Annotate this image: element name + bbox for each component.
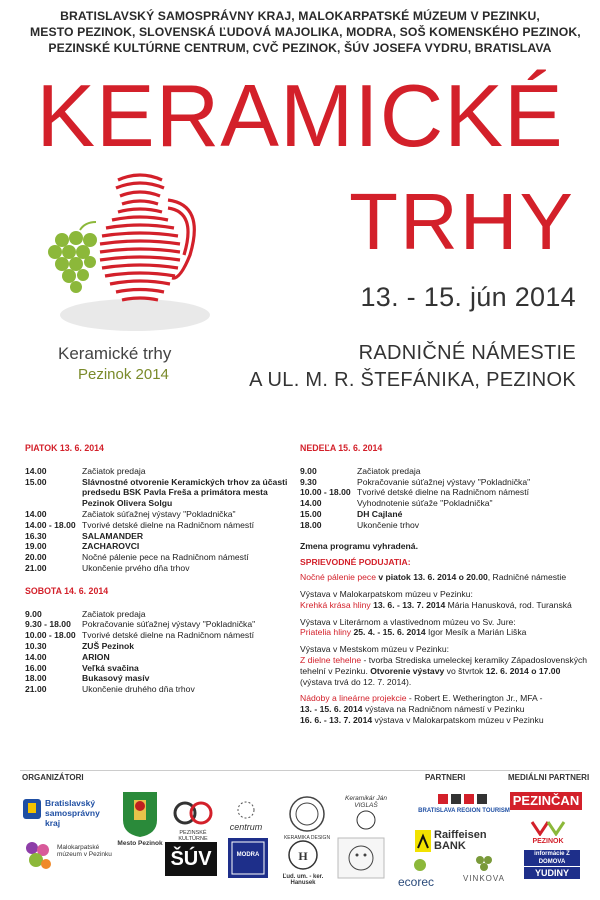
keramikar-name: Keramikár Ján VIGLAŠ: [345, 795, 387, 809]
schedule-event: Pokračovanie súťažnej výstavy "Pokladnička": [357, 476, 531, 487]
pkc-name: PEZINSKÉ KULTÚRNE: [178, 830, 208, 842]
exhibition-4-place-2: výstava v Malokarpatskom múzeu v Pezinku: [372, 714, 544, 725]
schedule-event: Tvorivé detské dielne na Radničnom námestí: [82, 630, 254, 641]
exhibition-3-title: Z dielne tehelne: [300, 654, 362, 665]
schedule-time: 19.00: [25, 541, 47, 552]
saturday-schedule: [25, 609, 290, 695]
schedule-time: 14.00: [25, 508, 47, 519]
schedule-event: Ukončenie druhého dňa trhov: [82, 684, 195, 695]
pezinok-crest-icon: [120, 790, 160, 838]
logo-subtitle: Pezinok 2014: [78, 366, 169, 383]
organizers-line: MESTO PEZINOK, SLOVENSKÁ ĽUDOVÁ MAJOLIKA, MODRA, SOŠ KOMENSKÉHO PEZINOK,: [30, 25, 581, 40]
jug-icon: [30, 160, 240, 340]
bratislava-region-logo: [418, 792, 510, 814]
raiffeisen-logo: [415, 830, 505, 852]
schedule-event: Tvorivé detské dielne na Radničnom námestí: [357, 487, 529, 498]
schedule-event: Ukončenie trhov: [357, 519, 420, 530]
schedule-row: [25, 609, 290, 620]
pezinok-tv-logo: [520, 818, 576, 845]
event-date: 13. - 15. jún 2014: [360, 282, 576, 312]
pezinok-tv-name: PEZINOK: [532, 838, 564, 845]
schedule-time: 14.00: [25, 465, 47, 476]
yudiny-logo: YUDINY: [524, 867, 580, 879]
exhibition-3-intro: Výstava v Mestskom múzeu v Pezinku:: [300, 644, 450, 655]
informacie-logo: informácie Z DOMOVA: [524, 850, 580, 866]
schedule-row: [25, 684, 290, 695]
title-keramicke: KERAMICKÉ: [36, 66, 564, 165]
schedule-row: [300, 520, 590, 531]
schedule-row: [25, 663, 290, 674]
schedule-time: 18.00: [25, 673, 47, 684]
exhibition-4-place-1: výstava na Radničnom námestí v Pezinku: [362, 704, 525, 715]
schedule-time: 21.00: [25, 684, 47, 695]
exhibition-2-title: Priatelia hliny: [300, 627, 352, 638]
schedule-event: Ukončenie prvého dňa trhov: [82, 562, 190, 573]
night-fire-place: , Radničné námestie: [487, 572, 567, 583]
exhibition-4-dates-2: 16. 6. - 13. 7. 2014: [300, 714, 373, 725]
ecorec-name: ecorec: [398, 875, 435, 889]
schedule-time: 18.00: [300, 519, 322, 530]
exhibition-4-dates-1: 13. - 15. 6. 2014: [300, 704, 363, 715]
schedule-event: Začiatok súťažnej výstavy "Pokladnička": [82, 508, 236, 519]
keramika-seal-icon: [288, 795, 326, 833]
drawing-logo: [336, 836, 386, 880]
schedule-time: 10.00 - 18.00: [300, 487, 351, 498]
footer-divider: [20, 770, 580, 771]
schedule-event: Začiatok predaja: [82, 465, 146, 476]
jug-logo: [30, 160, 240, 390]
day-heading-friday: PIATOK 13. 6. 2014: [25, 443, 104, 453]
ecorec-logo: [398, 858, 458, 889]
organizers-line: PEZINSKÉ KULTÚRNE CENTRUM, CVČ PEZINOK, ŠÚV JOSEFA VYDRU, BRATISLAVA: [48, 41, 552, 56]
modra-seal-icon: [226, 836, 270, 880]
hanusek-name: Ľud. um. - ker. Hanusek: [282, 874, 324, 886]
keramikar-logo: [336, 795, 396, 833]
schedule-row: [25, 466, 290, 477]
pkc-logo: [170, 798, 216, 848]
schedule-event: Pokračovanie súťažnej výstavy "Pokladnička": [82, 619, 256, 630]
ecorec-icon: [410, 858, 430, 872]
schedule-time: 9.30: [300, 476, 317, 487]
schedule-time: 14.00: [300, 498, 322, 509]
media-partners-label: MEDIÁLNI PARTNERI: [508, 773, 590, 782]
schedule-row: [25, 673, 290, 684]
program-change-note: Zmena programu vyhradená.: [300, 540, 418, 551]
organizers-line: BRATISLAVSKÝ SAMOSPRÁVNY KRAJ, MALOKARPATSKÉ MÚZEUM V PEZINKU,: [60, 9, 540, 23]
schedule-row: [25, 509, 290, 520]
exhibition-1-artist: Mária Hanusková, rod. Turanská: [445, 599, 572, 610]
schedule-event: Začiatok predaja: [82, 608, 146, 619]
vinkova-name: VINKOVA: [463, 874, 505, 883]
venue: [249, 340, 576, 394]
partners-label: PARTNERI: [425, 773, 466, 782]
suv-logo: ŠÚV: [165, 842, 217, 876]
schedule-time: 21.00: [25, 562, 47, 573]
schedule-row: [25, 619, 290, 630]
schedule-time: 15.00: [300, 508, 322, 519]
exhibition-2-dates: 25. 4. - 15. 6. 2014: [351, 627, 426, 638]
face-drawing-icon: [336, 836, 386, 880]
organizers-header: [30, 8, 581, 57]
bsk-name: Bratislavský samosprávny kraj: [45, 798, 100, 828]
keramika-name: KERAMIKA DESIGN: [283, 835, 331, 841]
exhibition-4-author: - Robert E. Wetherington Jr., MFA -: [406, 693, 543, 704]
supporting-events-title: SPRIEVODNÉ PODUJATIA:: [300, 557, 411, 568]
schedule-time: 9.00: [300, 465, 317, 476]
keramikar-monogram-icon: [353, 809, 379, 831]
title-trhy: TRHY: [349, 177, 575, 266]
schedule-row: [25, 641, 290, 652]
exhibition-2: [300, 617, 590, 639]
schedule-row: [300, 466, 590, 477]
schedule-time: 10.00 - 18.00: [25, 630, 76, 641]
hanusek-icon: [283, 838, 323, 872]
schedule-event: ZUŠ Pezinok: [82, 640, 135, 651]
raiffeisen-name: Raiffeisen BANK: [434, 829, 487, 852]
exhibition-1-dates: 13. 6. - 13. 7. 2014: [370, 599, 446, 610]
centrum-name: centrum: [229, 822, 263, 832]
schedule-time: 14.00: [25, 651, 47, 662]
schedule-time: 9.30 - 18.00: [25, 619, 71, 630]
venue-line: A UL. M. R. ŠTEFÁNIKA, PEZINOK: [249, 369, 576, 391]
schedule-row: [25, 477, 290, 509]
schedule-event: Začiatok predaja: [357, 465, 421, 476]
day-heading-sunday: NEDEĽA 15. 6. 2014: [300, 443, 383, 453]
exhibition-3-date: 12. 6. 2014 o 17.00: [485, 665, 561, 676]
schedule-event: ARION: [82, 651, 110, 662]
schedule-event: Tvorivé detské dielne na Radničnom námestí: [82, 519, 254, 530]
vinkova-grape-icon: [472, 854, 496, 872]
schedule-event: SALAMANDER: [82, 530, 144, 541]
friday-schedule: [25, 466, 290, 574]
schedule-row: [300, 487, 590, 498]
bratislava-region-name: BRATISLAVA REGION TOURISM: [418, 808, 510, 814]
schedule-event: Vyhodnotenie súťaže "Pokladnička": [357, 498, 493, 509]
exhibition-4-title: Nádoby a lineárne projekcie: [300, 693, 407, 704]
schedule-row: [300, 498, 590, 509]
exhibition-1: [300, 589, 590, 611]
schedule-time: 16.30: [25, 530, 47, 541]
centrum-logo: [222, 800, 270, 832]
vinkova-logo: [458, 854, 510, 883]
exhibition-2-artists: Igor Mesík a Marián Liška: [425, 627, 527, 638]
mmp-logo: [22, 838, 112, 874]
schedule-row: [25, 520, 290, 531]
schedule-time: 15.00: [25, 476, 47, 487]
bsk-logo: [22, 798, 112, 828]
pkc-icon: [173, 798, 213, 828]
day-heading-saturday: SOBOTA 14. 6. 2014: [25, 585, 109, 596]
schedule-row: [25, 630, 290, 641]
schedule-event: Bukasový masív: [82, 673, 150, 684]
schedule-event: Veľká svačina: [82, 662, 139, 673]
exhibition-2-intro: Výstava v Literárnom a vlastivednom múzeu vo Sv. Jure:: [300, 616, 516, 627]
organizers-label: ORGANIZÁTORI: [22, 773, 84, 782]
pezinok-tv-icon: [528, 818, 568, 836]
modra-name: MODRA: [236, 852, 260, 858]
schedule-row: [25, 563, 290, 574]
schedule-left: [25, 443, 290, 695]
keramika-design-logo: [282, 795, 332, 841]
exhibition-3-on: vo štvrtok: [444, 665, 486, 676]
centrum-icon: [231, 800, 261, 820]
schedule-row: [25, 652, 290, 663]
schedule-event: DH Cajlané: [357, 508, 403, 519]
exhibition-1-intro: Výstava v Malokarpatskom múzeu v Pezinku:: [300, 588, 473, 599]
schedule-time: 10.30: [25, 640, 47, 651]
pezincan-logo: PEZINČAN: [510, 792, 582, 810]
schedule-time: 9.00: [25, 608, 42, 619]
mmp-name: Malokarpatské múzeum v Pezinku: [57, 844, 112, 858]
raiffeisen-icon: [415, 830, 431, 852]
modra-logo: [226, 836, 270, 880]
hanusek-logo: [280, 838, 326, 886]
night-fire-date: v piatok 13. 6. 2014 o 20.00: [375, 572, 488, 583]
schedule-row: [25, 541, 290, 552]
bsk-crest-icon: [22, 798, 42, 820]
schedule-right: [300, 443, 590, 726]
night-fire-title: Nočné pálenie pece: [300, 572, 376, 583]
exhibition-1-title: Krehká krása hliny: [300, 599, 371, 610]
grapes-icon: [22, 838, 54, 874]
exhibition-3-opening: Otvorenie výstavy: [370, 665, 445, 676]
exhibition-3-desc: - tvorba Strediska umeleckej keramiky Západoslovenských tehelní v Pezinku.: [300, 654, 588, 676]
svg-text:H: H: [298, 849, 308, 863]
schedule-time: 20.00: [25, 552, 47, 563]
schedule-row: [300, 509, 590, 520]
mesto-pezinok-logo: [117, 790, 163, 847]
schedule-time: 16.00: [25, 662, 47, 673]
sunday-schedule: [300, 466, 590, 531]
exhibition-4: [300, 693, 590, 725]
schedule-row: [25, 531, 290, 542]
venue-line: RADNIČNÉ NÁMESTIE: [358, 342, 576, 364]
schedule-row: [25, 552, 290, 563]
schedule-event: ZACHAROVCI: [82, 541, 140, 552]
logo-title: Keramické trhy: [58, 344, 172, 363]
bratislava-region-icon: [434, 792, 494, 806]
schedule-row: [300, 477, 590, 488]
exhibition-3: [300, 644, 590, 687]
schedule-event: Nočné pálenie pece na Radničnom námestí: [82, 552, 249, 563]
schedule-time: 14.00 - 18.00: [25, 519, 76, 530]
night-fire-note: [300, 572, 590, 583]
schedule-event: Slávnostné otvorenie Keramických trhov za účasti predsedu BSK Pavla Freša a primátora mesta Pezinok Olivera Solgu: [82, 476, 288, 509]
exhibition-3-duration: (výstava trvá do 12. 7. 2014).: [300, 676, 412, 687]
mesto-pezinok-name: Mesto Pezinok: [117, 840, 163, 847]
